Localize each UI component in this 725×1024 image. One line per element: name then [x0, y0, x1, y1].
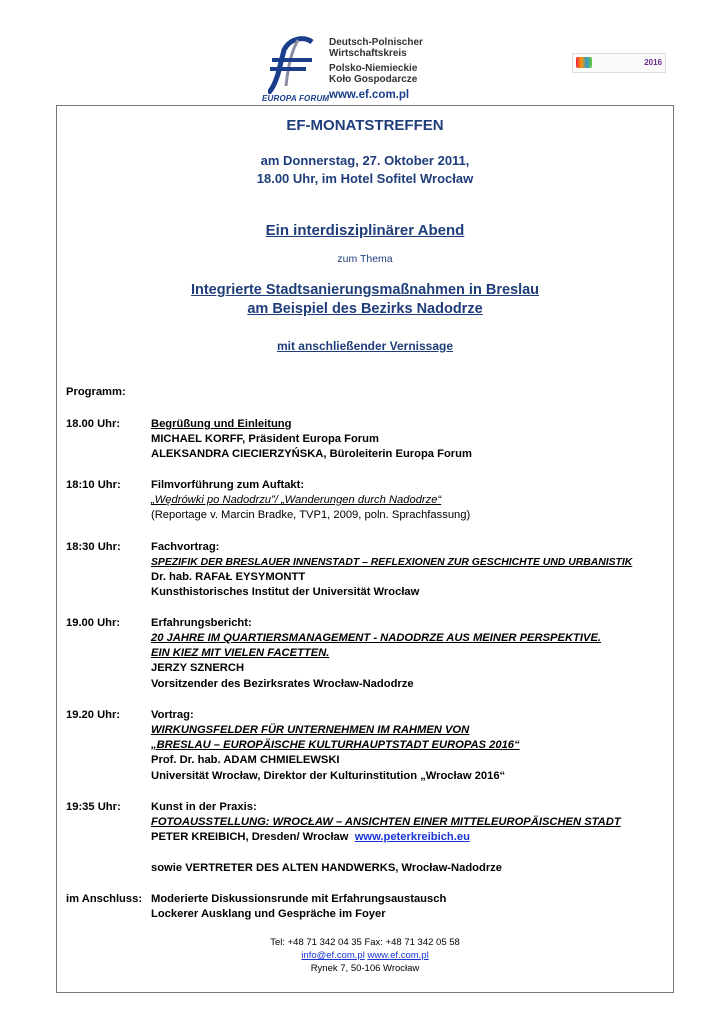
- program-talk-title: 20 JAHRE IM QUARTIERSMANAGEMENT - NADODRZE AUS MEINER PERSPEKTIVE.: [151, 632, 602, 644]
- europa-forum-logo-icon: [268, 36, 320, 94]
- program-heading: Lockerer Ausklang und Gespräche im Foyer: [151, 908, 386, 920]
- footer-email-link[interactable]: info@ef.com.pl: [301, 950, 365, 961]
- program-speaker: MICHAEL KORFF, Präsident Europa Forum: [151, 433, 379, 445]
- program-heading: Filmvorführung zum Auftakt:: [151, 479, 305, 491]
- footer-phone: Tel: +48 71 342 04 35 Fax: +48 71 342 05 58: [270, 937, 460, 948]
- program-time: 19.00 Uhr:: [66, 617, 121, 629]
- program-speaker: ALEKSANDRA CIECIERZYŃSKA, Büroleiterin Europa Forum: [151, 448, 472, 460]
- program-heading: Begrüßung und Einleitung: [151, 418, 292, 430]
- org-line: Deutsch-Polnischer: [329, 37, 423, 48]
- program-heading: Vortrag:: [151, 709, 194, 721]
- program-speaker: JERZY SZNERCH: [151, 662, 245, 674]
- topic-line: am Beispiel des Bezirks Nadodrze: [247, 301, 483, 317]
- speaker-name: PETER KREIBICH, Dresden/ Wrocław: [151, 831, 349, 843]
- program-speaker: [151, 830, 470, 846]
- program-heading: Kunst in der Praxis:: [151, 801, 257, 813]
- organization-name: [329, 37, 423, 85]
- event-title: EF-MONATSTREFFEN: [286, 117, 444, 134]
- peterkreibich-link[interactable]: www.peterkreibich.eu: [354, 831, 470, 843]
- program-time: 19:35 Uhr:: [66, 801, 121, 813]
- footer-address: Rynek 7, 50-106 Wrocław: [310, 963, 420, 974]
- program-time: 18:10 Uhr:: [66, 479, 121, 491]
- event-topic: [56, 281, 674, 319]
- letterhead: [0, 0, 725, 105]
- program-time: im Anschluss:: [66, 893, 143, 905]
- program-time: 18:30 Uhr:: [66, 541, 121, 553]
- header-website[interactable]: www.ef.com.pl: [329, 89, 410, 101]
- program-talk-title: FOTOAUSSTELLUNG: WROCŁAW – ANSICHTEN EINER MITTELEUROPÄISCHEN STADT: [151, 816, 621, 828]
- zum-thema-label: zum Thema: [337, 253, 393, 265]
- program-heading: Moderierte Diskussionsrunde mit Erfahrungsaustausch: [151, 893, 447, 905]
- program-affiliation: Universität Wrocław, Direktor der Kulturinstitution „Wrocław 2016“: [151, 770, 506, 782]
- org-line: Polsko-Niemieckie: [329, 63, 418, 74]
- program-note: (Reportage v. Marcin Bradke, TVP1, 2009, poln. Sprachfassung): [151, 509, 471, 521]
- program-affiliation: Vorsitzender des Bezirksrates Wrocław-Nadodrze: [151, 678, 414, 690]
- program-affiliation: Kunsthistorisches Institut der Universität Wrocław: [151, 586, 420, 598]
- date-line: am Donnerstag, 27. Oktober 2011,: [260, 153, 470, 168]
- program-talk-title: EIN KIEZ MIT VIELEN FACETTEN.: [151, 647, 330, 659]
- footer-contact: [56, 936, 674, 975]
- org-line: Wirtschaftskreis: [329, 48, 407, 59]
- footer-web-link[interactable]: www.ef.com.pl: [367, 950, 429, 961]
- program-time: 19.20 Uhr:: [66, 709, 121, 721]
- time-place-line: 18.00 Uhr, im Hotel Sofitel Wrocław: [256, 171, 474, 186]
- wroclaw-logo-year: 2016: [644, 58, 662, 67]
- program-talk-title: WIRKUNGSFELDER FÜR UNTERNEHMEN IM RAHMEN VON: [151, 724, 470, 736]
- program-time: 18.00 Uhr:: [66, 418, 121, 430]
- footer-links: [56, 949, 674, 962]
- event-subtitle: Ein interdisziplinärer Abend: [265, 222, 465, 239]
- program-talk-title: SPEZIFIK DER BRESLAUER INNENSTADT – REFLEXIONEN ZUR GESCHICHTE UND URBANISTIK: [151, 557, 633, 568]
- program-film-title: „Wędrówki po Nadodrzu”/ „Wanderungen durch Nadodrze“: [151, 494, 442, 506]
- wroclaw-logo-icon: [576, 57, 592, 68]
- program-speaker: Prof. Dr. hab. ADAM CHMIELEWSKI: [151, 754, 340, 766]
- event-date: [56, 152, 674, 188]
- vernissage-note: mit anschließender Vernissage: [276, 339, 454, 353]
- program-heading: Erfahrungsbericht:: [151, 617, 252, 629]
- program-speaker: Dr. hab. RAFAŁ EYSYMONTT: [151, 571, 306, 583]
- program-heading: Fachvortrag:: [151, 541, 220, 553]
- org-line: Koło Gospodarcze: [329, 74, 418, 85]
- logo-wordmark: EUROPA FORUM: [262, 94, 330, 103]
- program-label: Programm:: [66, 386, 126, 398]
- program-talk-title: „BRESLAU – EUROPÄISCHE KULTURHAUPTSTADT EUROPAS 2016“: [151, 739, 520, 751]
- program-note: sowie VERTRETER DES ALTEN HANDWERKS, Wrocław-Nadodrze: [151, 862, 502, 874]
- wroclaw-2016-logo: [572, 53, 666, 73]
- topic-line: Integrierte Stadtsanierungsmaßnahmen in Breslau: [190, 282, 540, 298]
